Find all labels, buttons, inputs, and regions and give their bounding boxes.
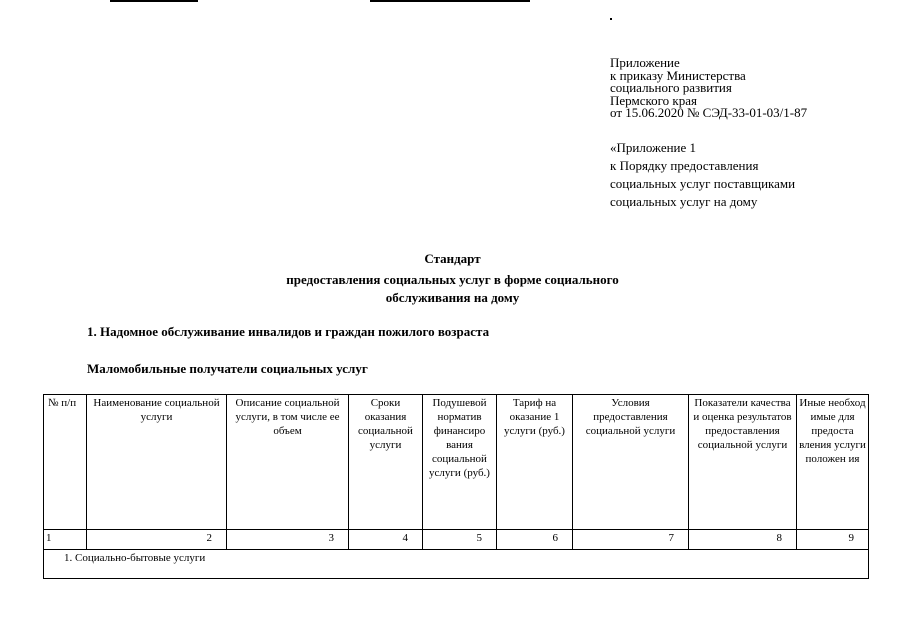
scan-mark-left — [110, 0, 198, 2]
appendix-one-line: социальных услуг поставщиками — [610, 176, 796, 191]
scan-mark-right — [370, 0, 530, 2]
column-number: 1 — [44, 530, 87, 550]
column-header-financing: Подушевой норматив финансиро вания социальной услуги (руб.) — [423, 395, 497, 530]
column-number: 9 — [797, 530, 869, 550]
table-header-row — [44, 395, 869, 530]
standard-table — [43, 394, 869, 579]
column-header-description: Описание социальной услуги, в том числе ее объем — [227, 395, 349, 530]
column-header-quality: Показатели качества и оценка результатов предоставления социальной услуги — [689, 395, 797, 530]
column-number: 5 — [423, 530, 497, 550]
column-number: 4 — [349, 530, 423, 550]
column-number: 6 — [497, 530, 573, 550]
appendix-line: социального развития — [610, 80, 732, 96]
section-heading: 1. Надомное обслуживание инвалидов и граждан пожилого возраста — [87, 324, 490, 339]
appendix-line: Приложение — [610, 55, 680, 70]
appendix-one-line: социальных услуг на дому — [610, 194, 758, 209]
column-number: 7 — [573, 530, 689, 550]
appendix-line: от 15.06.2020 № СЭД-33-01-03/1-87 — [610, 105, 808, 121]
appendix-one-line: к Порядку предоставления — [610, 158, 759, 173]
column-header-number: № п/п — [44, 395, 87, 530]
column-number: 8 — [689, 530, 797, 550]
column-header-terms: Сроки оказания социальной услуги — [349, 395, 423, 530]
document-title-line3: обслуживания на дому — [385, 290, 520, 305]
appendix-line: к приказу Министерства — [610, 67, 746, 83]
table-number-row — [44, 530, 869, 550]
appendix-one-line: «Приложение 1 — [610, 140, 697, 155]
column-header-service-name: Наименование социальной услуги — [87, 395, 227, 530]
group-row-social-household: 1. Социально-бытовые услуги — [44, 550, 869, 579]
column-header-conditions: Условия предоставления социальной услуги — [573, 395, 689, 530]
table-group-row — [44, 550, 869, 579]
appendix-header — [610, 57, 807, 120]
column-number: 2 — [87, 530, 227, 550]
column-header-tariff: Тариф на оказание 1 услуги (руб.) — [497, 395, 573, 530]
column-number: 3 — [227, 530, 349, 550]
document-title: Стандарт — [424, 251, 481, 266]
column-header-other: Иные необход имые для предоста вления услуги положен ия — [797, 395, 869, 530]
appendix-line: Пермского края — [610, 92, 697, 108]
appendix-one-header — [610, 139, 795, 211]
section-subheading: Маломобильные получатели социальных услуг — [87, 361, 368, 376]
document-title-line2: предоставления социальных услуг в форме социального — [286, 272, 619, 287]
scan-dot — [610, 18, 612, 20]
